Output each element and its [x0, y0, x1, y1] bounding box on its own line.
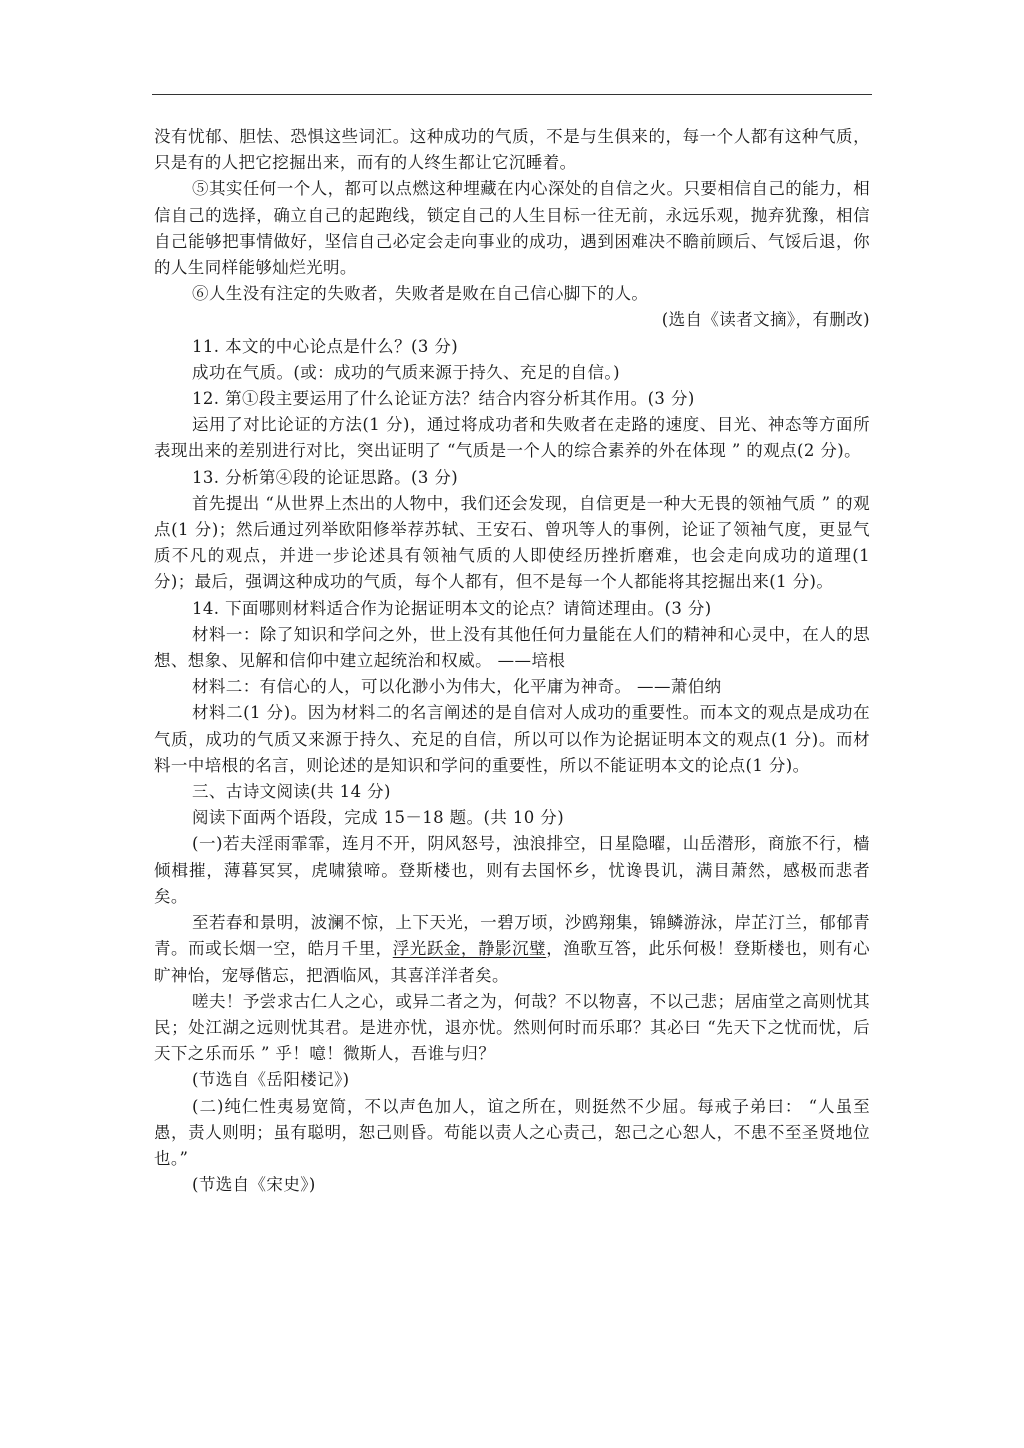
question-12: 12. 第①段主要运用了什么论证方法？结合内容分析其作用。(3 分) [192, 389, 695, 409]
answer-11: 成功在气质。(或：成功的气质来源于持久、充足的自信。) [192, 362, 620, 382]
question-14: 14. 下面哪则材料适合作为论据证明本文的论点？请简述理由。(3 分) [192, 598, 712, 618]
source-citation: (选自《读者文摘》，有删改) [661, 310, 870, 330]
underlined-phrase: 浮光跃金，静影沉璧 [392, 939, 547, 959]
question-13: 13. 分析第④段的论证思路。(3 分) [192, 467, 459, 487]
paragraph-6: ⑥人生没有注定的失败者，失败者是败在自己信心脚下的人。 [192, 284, 649, 304]
classical-text-1-para-1: (一)若夫淫雨霏霏，连月不开，阴风怒号，浊浪排空，日星隐曜，山岳潜形，商旅不行，樯倾楫摧，薄暮冥冥，虎啸猿啼。登斯楼也，则有去国怀乡，忧谗畏讥，满目萧然，感极而悲者矣。 [154, 834, 870, 906]
classical-text-1-para-2-end: ，渔歌互答，此乐何极！登斯楼也，则有心旷神怡，宠辱偕忘，把酒临风，其喜洋洋者矣。 [154, 939, 870, 985]
answer-12: 运用了对比论证的方法(1 分)，通过将成功者和失败者在走路的速度、目光、神态等方面所表现出来的差别进行对比，突出证明了 “气质是一个人的综合素养的外在体现 ” 的观点(2 分)。 [154, 415, 870, 461]
document-body [154, 124, 870, 1198]
answer-13: 首先提出 “从世界上杰出的人物中，我们还会发现，自信更是一种大无畏的领袖气质 ” 的观点(1 分)；然后通过列举欧阳修举荐苏轼、王安石、曾巩等人的事例，论证了领袖气度，更显气质不凡的观点，并进一步论述具有领袖气质的人即使经历挫折磨难，也会走向成功的道理(1 分)；最后，强调这种成功的气质，每个人都有，但不是每一个人都能将其挖掘出来(1 分)。 [154, 493, 870, 592]
classical-text-2-source: (节选自《宋史》) [192, 1175, 316, 1195]
question-11: 11. 本文的中心论点是什么？(3 分) [192, 336, 459, 356]
paragraph-4-end: 没有忧郁、胆怯、恐惧这些词汇。这种成功的气质，不是与生俱来的，每一个人都有这种气质，只是有的人把它挖掘出来，而有的人终生都让它沉睡着。 [154, 127, 870, 173]
classical-text-1-para-2 [154, 910, 870, 989]
classical-text-2: (二)纯仁性夷易宽简，不以声色加人，谊之所在，则挺然不少屈。每戒子弟曰： “人虽至愚，责人则明；虽有聪明，恕己则昏。苟能以责人之心责己，恕己之心恕人，不患不至圣贤地位也。” [154, 1096, 870, 1168]
classical-text-1-para-2-start: 至若春和景明，波澜不惊，上下天光，一碧万顷，沙鸥翔集，锦鳞游泳，岸芷汀兰，郁郁青青。而或长烟一空，皓月千里， [154, 913, 870, 959]
answer-14: 材料二(1 分)。因为材料二的名言阐述的是自信对人成功的重要性。而本文的观点是成功在气质，成功的气质又来源于持久、充足的自信，所以可以作为论据证明本文的观点(1 分)。而材料一中培根的名言，则论述的是知识和学问的重要性，所以不能证明本文的论点(1 分)。 [154, 703, 870, 775]
material-2: 材料二：有信心的人，可以化渺小为伟大，化平庸为神奇。 ——萧伯纳 [192, 677, 722, 697]
header-rule [152, 94, 872, 95]
classical-text-1-para-3: 嗟夫！予尝求古仁人之心，或异二者之为，何哉？不以物喜，不以己悲；居庙堂之高则忧其民；处江湖之远则忧其君。是进亦忧，退亦忧。然则何时而乐耶？其必曰 “先天下之忧而忧，后天下之乐而乐 ” 乎！噫！微斯人，吾谁与归？ [154, 991, 870, 1064]
paragraph-5: ⑤其实任何一个人，都可以点燃这种埋藏在内心深处的自信之火。只要相信自己的能力，相信自己的选择，确立自己的起跑线，锁定自己的人生目标一往无前，永远乐观，抛弃犹豫，相信自己能够把事情做好，坚信自己必定会走向事业的成功，遇到困难决不瞻前顾后、气馁后退，你的人生同样能够灿烂光明。 [154, 179, 870, 278]
material-1: 材料一：除了知识和学问之外，世上没有其他任何力量能在人们的精神和心灵中，在人的思想、想象、见解和信仰中建立起统治和权威。 ——培根 [154, 624, 870, 671]
section-3-heading: 三、古诗文阅读(共 14 分) [192, 782, 391, 802]
section-3-intro: 阅读下面两个语段，完成 15－18 题。(共 10 分) [192, 808, 565, 828]
classical-text-1-source: (节选自《岳阳楼记》) [192, 1070, 350, 1090]
